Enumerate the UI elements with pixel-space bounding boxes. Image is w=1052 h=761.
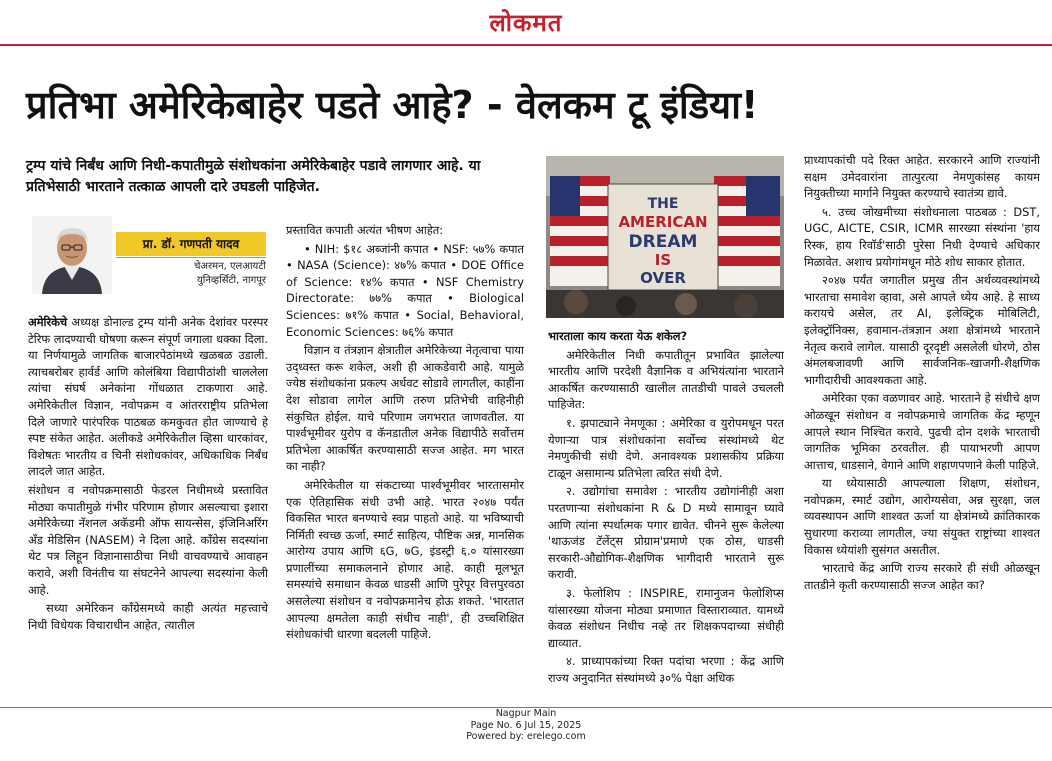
col2-para1: प्रस्तावित कपाती अत्यंत भीषण आहेत: xyxy=(286,223,444,237)
column-3 xyxy=(548,328,784,706)
author-block xyxy=(28,214,268,294)
protest-photo xyxy=(546,156,784,318)
col2-para3: विज्ञान व तंत्रज्ञान क्षेत्रातील अमेरिकेच्या नेतृत्वाचा पाया उद्ध्वस्त करू शकेल, अशी ही आकडेवारी आहे. यामुळे ज्येष्ठ संशोधकांना प्रकल्प अर्धवट सोडावे लागतील, काहींना देश सोडावा लागेल आणि तरुण प्रतिभेची वाहिनीही संकुचित होईल. याचे परिणाम जगभरात जाणवतील. या पार्श्वभूमीवर युरोप व कॅनडातील अनेक विद्यापीठे सर्वोत्तम प्रतिभेला आकर्षित करण्यासाठी सज्ज आहेत. मग भारत का नाही? xyxy=(286,343,524,474)
col1-para2: संशोधन व नवोपक्रमासाठी फेडरल निधीमध्ये प्रस्तावित मोठ्या कपातीमुळे गंभीर परिणाम होणार असल्याचा इशारा अमेरिकेच्या नॅशनल अकॅडमी ऑफ सायन्सेस, इंजिनिअरिंग अँड मेडिसिन (NASEM) ने दिला आहे. काँग्रेस सदस्यांना थेट पत्र लिहून विज्ञानासाठीचा निधी वाचवण्याचे आवाहन करावे, अशी विनंतीच या संघटनेने आपल्या सदस्यांना केली आहे. xyxy=(28,482,268,597)
lead-word: अमेरिकेचे xyxy=(28,315,68,329)
article-deck: ट्रम्प यांचे निर्बंध आणि निधी-कपातीमुळे संशोधकांना अमेरिकेबाहेर पडावे लागणार आहे. या प्रतिभेसाठी भारताने तत्काळ आपली दारे उघडली पाहिजेत. xyxy=(26,158,481,195)
author-photo xyxy=(32,216,112,294)
page-footer xyxy=(0,707,1052,761)
masthead xyxy=(0,0,1052,46)
col2-funding-list: • NIH: $१८ अब्जांनी कपात • NSF: ५७% कपात • NASA (Science): ४७% कपात • DOE Office of Science: १४% कपात • NSF Chemistry Directorate: ७७% कपात • Biological Sciences: ७१% कपात • Social, Behavioral, Economic Sciences: ७६% कपात xyxy=(286,241,524,339)
author-name: प्रा. डॉ. गणपती यादव xyxy=(116,232,266,256)
svg-text:IS: IS xyxy=(654,251,672,269)
author-role-line1: चेअरमन, एलआयटी xyxy=(194,261,266,272)
col3-point4: ४. प्राध्यापकांच्या रिक्त पदांचा भरणा : केंद्र आणि राज्य अनुदानित संस्थांमध्ये ३०% पेक्षा अधिक xyxy=(548,654,784,685)
svg-text:AMERICAN: AMERICAN xyxy=(618,213,708,231)
flag-left xyxy=(550,176,610,286)
flag-right xyxy=(714,176,780,286)
newspaper-logo: लोकमत xyxy=(489,8,563,37)
col4-para6: भारताचे केंद्र आणि राज्य सरकारे ही संधी ओळखून तातडीने कृती करण्यासाठी सज्ज आहेत का? xyxy=(804,561,1040,592)
svg-text:THE: THE xyxy=(647,196,679,212)
col3-point3: ३. फेलोशिप : INSPIRE, रामानुजन फेलोशिप्स यांसारख्या योजना मोठ्या प्रमाणात विस्ताराव्यात. यामध्ये केवळ संशोधन निधीच नव्हे तर शिक्षकपदाच्या संधीही द्याव्यात. xyxy=(548,585,784,650)
svg-text:DREAM: DREAM xyxy=(628,232,698,252)
col4-para3: २०४७ पर्यंत जगातील प्रमुख तीन अर्थव्यवस्थांमध्ये भारताचा समावेश व्हावा, असे आपले ध्येय आहे. हे साध्य करायचे असेल, तर AI, इलेक्ट्रिक मोबिलिटी, इलेक्ट्रॉनिक्स, हवामान-तंत्रज्ञान अशा क्षेत्रांमध्ये भारताने नेतृत्व करावे लागेल. यासाठी दूरदृष्टी असलेली धोरणे, ठोस अंमलबजावणी आणि सार्वजनिक-खाजगी-शैक्षणिक भागीदारीची आवश्यकता आहे. xyxy=(804,273,1040,387)
col4-point5: ५. उच्च जोखमीच्या संशोधनाला पाठबळ : DST, UGC, AICTE, CSIR, ICMR सारख्या संस्थांना 'हाय रिस्क, हाय रिवॉर्ड'साठी पुरेसा निधी देण्याचे अधिकार मिळावेत. अशाच प्रयोगांमधून मोठे शोध साकार होतात. xyxy=(804,204,1040,269)
svg-text:OVER: OVER xyxy=(640,269,686,287)
author-role-line2: युनिव्हर्सिटी, नागपूर xyxy=(196,275,266,286)
column-2 xyxy=(286,222,524,706)
col3-para1: अमेरिकेतील निधी कपातीतून प्रभावित झालेल्या भारतीय आणि परदेशी वैज्ञानिक व अभियंत्यांना भारताने आकर्षित करण्यासाठी खालील तातडीची पावले उचलली पाहिजेत: xyxy=(548,347,784,412)
column-4 xyxy=(804,152,1040,706)
col4-para5: या ध्येयासाठी आपल्याला शिक्षण, संशोधन, नवोपक्रम, स्मार्ट उद्योग, आरोग्यसेवा, अन्न सुरक्षा, जल व्यवस्थापन आणि शाश्वत ऊर्जा या क्षेत्रांमध्ये क्रांतिकारक सुधारणा कराव्या लागतील, ज्या संयुक्त राष्ट्रांच्या शाश्वत विकास ध्येयांशी सुसंगत असतील. xyxy=(804,476,1040,557)
col1-para3: सध्या अमेरिकन काँग्रेसमध्ये काही अत्यंत महत्त्वाचे निधी विधेयक विचाराधीन आहेत, त्यातील xyxy=(28,601,268,632)
col1-para1: अध्यक्ष डोनाल्ड ट्रम्प यांनी अनेक देशांवर परस्पर टेरिफ लादण्याची घोषणा करून संपूर्ण जगाला धक्का दिला. या निर्णयामुळे जागतिक बाजारपेठांमध्ये खळबळ उडाली. त्याचबरोबर हार्वर्ड आणि कोलंबिया विद्यापीठांशी चाललेला त्यांचा संघर्ष अनेकांना गोंधळात टाकणारा आहे. अमेरिकेतील विज्ञान, नवोपक्रम व आंतरराष्ट्रीय प्रतिभेला दिले जाणारे पारंपरिक पाठबळ कमकुवत होत जाण्याचे हे स्पष्ट संकेत आहेत. अलीकडे अमेरिकेतील व्हिसा धारकांवर, विशेषतः भारतीय व चिनी संशोधकांवर, अधिकाधिक निर्बंध लादले जात आहेत. xyxy=(28,315,268,479)
footer-edition: Nagpur Main xyxy=(495,708,557,719)
article-headline: प्रतिभा अमेरिकेबाहेर पडते आहे? - वेलकम टू इंडिया! xyxy=(26,83,759,127)
section-subhead: भारताला काय करता येऊ शकेल? xyxy=(548,329,688,343)
footer-page-date: Page No. 6 Jul 15, 2025 xyxy=(470,719,582,731)
col3-point2: २. उद्योगांचा समावेश : भारतीय उद्योगांनीही अशा परतणाऱ्या संशोधकांना R & D मध्ये सामावून घ्यावे आणि त्यांना स्पर्धात्मक पगार द्यावेत. चीनने सुरू केलेल्या 'थाऊजंड टॅलेंट्स प्रोग्राम'प्रमाणे एक ठोस, धाडसी सरकारी-औद्योगिक-शैक्षणिक भागीदारी भारताने सुरू करावी. xyxy=(548,484,784,582)
col4-para4: अमेरिका एका वळणावर आहे. भारताने हे संधीचे क्षण ओळखून संशोधन व नवोपक्रमाचे जागतिक केंद्र म्हणून आपले स्थान निश्चित करावे. पुढची दोन दशके भारताची जागतिक भूमिका ठरवतील. ही पायाभरणी आपण आत्ताच, धाडसाने, वेगाने आणि शहाणपणाने केली पाहिजे. xyxy=(804,391,1040,472)
col2-para4: अमेरिकेतील या संकटाच्या पार्श्वभूमीवर भारतासमोर एक ऐतिहासिक संधी उभी आहे. भारत २०४७ पर्यंत विकसित भारत बनण्याचे स्वप्न पाहतो आहे. या भविष्याची निर्मिती स्वच्छ ऊर्जा, स्मार्ट साहित्य, पौष्टिक अन्न, मानसिक आरोग्य उपाय आणि ६G, ७G, इंडस्ट्री ६.० यांसारख्या प्रणालींच्या समाकलनाने होणार आहे. काही मूलभूत समस्यांचे समाधान केवळ धाडसी आणि पुरेपूर वित्तपुरवठा असलेल्या संशोधन व नवोपक्रमानेच होऊ शकते. 'भारतात आपल्या क्षमतेला काही संधीच नाही', ही उच्चशिक्षित संशोधकांची धारणा बदलली पाहिजे. xyxy=(286,477,524,642)
column-1 xyxy=(28,314,268,706)
author-divider xyxy=(116,257,266,258)
col4-para1: प्राध्यापकांची पदे रिक्त आहेत. सरकारने आणि राज्यांनी सक्षम उमेदवारांना तात्पुरत्या नेमणुकांसह कायम नियुक्तीच्या मार्गाने नियुक्त करण्याचे स्वातंत्र्य द्यावे. xyxy=(804,153,1040,201)
author-role xyxy=(116,260,266,288)
footer-powered-by: Powered by: erelego.com xyxy=(466,731,586,742)
col3-point1: १. झपाट्याने नेमणूका : अमेरिका व युरोपमधून परत येणाऱ्या पात्र संशोधकांना सर्वोच्च संस्थांमध्ये थेट नेमणुकीची संधी देणे. अनावश्यक प्रशासकीय प्रक्रिया टाळून असामान्य प्रतिभेला त्वरित संधी देणे. xyxy=(548,415,784,480)
